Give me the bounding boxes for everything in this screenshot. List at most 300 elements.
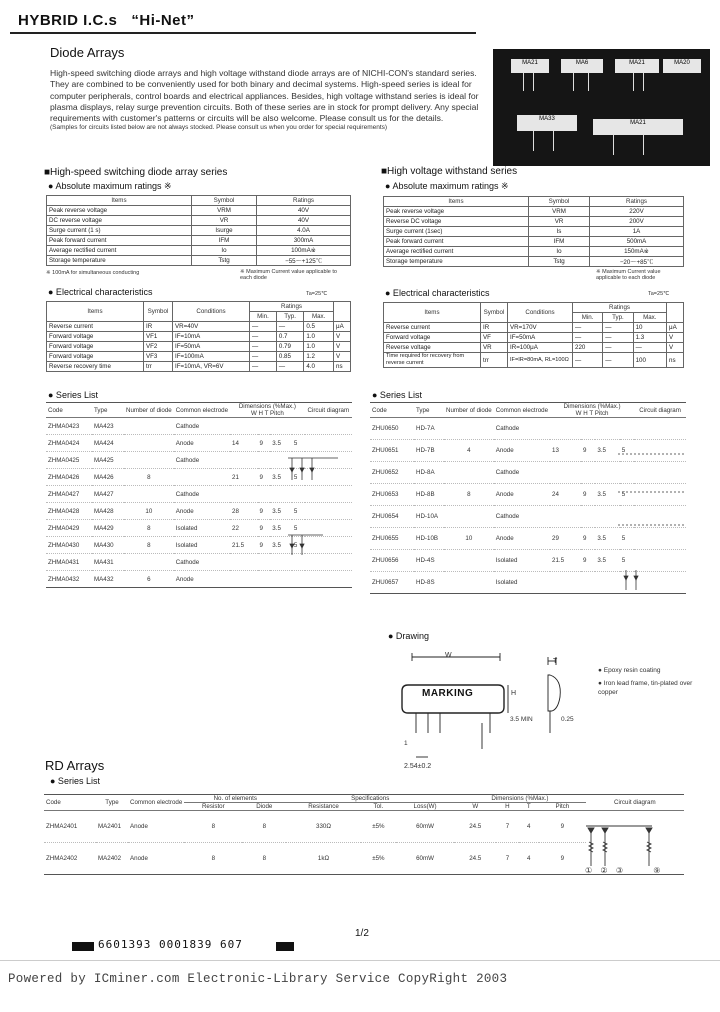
cell: HD-7A	[414, 418, 444, 440]
cell: Isurge	[192, 226, 257, 236]
cell	[258, 452, 271, 469]
table-row	[384, 207, 684, 217]
cell: 4	[444, 440, 494, 462]
cell: HD-8B	[414, 484, 444, 506]
cell: 24.5	[454, 811, 496, 843]
rd-head: Dimensions (%Max.)	[454, 795, 586, 803]
cell: —	[603, 343, 633, 353]
cell: 5	[292, 520, 305, 537]
cell	[124, 435, 174, 452]
cell: 9	[258, 469, 271, 486]
rd-head: W	[454, 803, 496, 811]
cell: Anode	[494, 528, 550, 550]
cell: HD-4S	[414, 550, 444, 572]
hs-elec-head: Ratings	[250, 302, 334, 312]
cell: 0.79	[276, 342, 303, 352]
cell: −20～+85℃	[590, 257, 684, 267]
cell	[230, 554, 257, 571]
hv-elec-head: Ratings	[573, 303, 667, 313]
dim-len-label: 3.5 MIN	[510, 716, 533, 723]
cell: Isolated	[174, 537, 230, 554]
cell: ZHU0657	[370, 572, 414, 594]
cell: 8	[184, 811, 242, 843]
cell: VF	[481, 333, 508, 343]
cell: Cathode	[174, 418, 230, 435]
cell: 3.5	[595, 528, 619, 550]
cell	[230, 452, 257, 469]
cell: Reverse voltage	[384, 343, 481, 353]
table-row	[384, 217, 684, 227]
cell: IFM	[192, 236, 257, 246]
cell: 0.7	[276, 332, 303, 342]
hv-elec-table	[383, 302, 684, 368]
table-row	[47, 216, 351, 226]
cell: 300mA	[257, 236, 351, 246]
cell: Tstg	[529, 257, 590, 267]
cell: Cathode	[174, 486, 230, 503]
cell: ZHMA0431	[46, 554, 92, 571]
cell: MA431	[92, 554, 124, 571]
cell: μA	[667, 323, 684, 333]
cell: ZHMA0423	[46, 418, 92, 435]
cell	[258, 418, 271, 435]
cell: ZHMA0427	[46, 486, 92, 503]
cell: VF1	[144, 332, 173, 342]
product-photo	[493, 49, 710, 166]
cell	[444, 418, 494, 440]
cell: MA432	[92, 571, 124, 588]
table-row	[47, 226, 351, 236]
cell: Anode	[174, 571, 230, 588]
drawing-legend-1: ● Epoxy resin coating	[598, 667, 661, 674]
cell: 6	[124, 571, 174, 588]
footer-rule	[0, 960, 720, 961]
cell: 3.5	[270, 435, 292, 452]
cell	[270, 571, 292, 588]
cell: —	[633, 343, 666, 353]
cell: MA430	[92, 537, 124, 554]
rd-head: Resistance	[286, 803, 361, 811]
cell	[230, 486, 257, 503]
cell: 8	[242, 843, 286, 875]
cell: HD-10A	[414, 506, 444, 528]
intro-paragraph	[50, 68, 482, 132]
package-drawing	[390, 645, 590, 765]
cell: 9	[581, 528, 595, 550]
cell: μA	[334, 322, 351, 332]
cell: 1kΩ	[286, 843, 361, 875]
table-row	[47, 342, 351, 352]
rd-head: Resistor	[184, 803, 242, 811]
cell: ZHMA0424	[46, 435, 92, 452]
header-rule	[10, 32, 476, 34]
cell: Peak forward current	[384, 237, 529, 247]
hv-elec-head: Max.	[633, 313, 666, 323]
cell: IR	[481, 323, 508, 333]
cell: MA428	[92, 503, 124, 520]
cell: 8	[124, 520, 174, 537]
cell: IF=10mA	[173, 332, 250, 342]
cell: DC reverse voltage	[47, 216, 192, 226]
cell	[258, 554, 271, 571]
rd-head: No. of elements	[184, 795, 286, 803]
cell: IF=100mA	[173, 352, 250, 362]
cell: 3.5	[595, 440, 619, 462]
cell: IF=50mA	[173, 342, 250, 352]
cell: MA425	[92, 452, 124, 469]
cell: —	[250, 352, 277, 362]
cell: ZHMA0429	[46, 520, 92, 537]
dim-t-label: T	[553, 658, 558, 665]
rd-head: Code	[44, 795, 96, 811]
cell: 200V	[590, 217, 684, 227]
hs-series-head: W	[250, 410, 257, 417]
table-row	[384, 323, 684, 333]
cell: 9	[539, 843, 586, 875]
cell	[270, 418, 292, 435]
cell: IF=50mA	[508, 333, 573, 343]
hv-series-head: Pitch	[594, 410, 609, 417]
cell: Anode	[494, 484, 550, 506]
cell	[174, 469, 230, 486]
cell: 5	[620, 440, 634, 462]
cell: Peak reverse voltage	[47, 206, 192, 216]
intro-text: High-speed switching diode arrays and high voltage withstand diode arrays are of NICHI-CON's standard series. They are combined to be conveniently used for both binary and decimal systems. High-speed series is ideal for computer peripherals, control boards and electrical appliances. Besides, high voltage withstand series is ideal for plasma displays, relay surge prevention circuits. Both of these series are in stock for prompt delivery. Any special requirements with customer's patterns or circuits will be also welcome. Please consult us for the details.	[50, 68, 479, 124]
cell: Peak reverse voltage	[384, 207, 529, 217]
cell: 21.5	[230, 537, 257, 554]
cell: 220V	[590, 207, 684, 217]
cell: Forward voltage	[47, 332, 144, 342]
hv-series-dim-head	[550, 403, 634, 418]
cell: VR	[192, 216, 257, 226]
hv-abs-head: Items	[384, 197, 529, 207]
rd-head: Specifications	[286, 795, 454, 803]
cell: Anode	[174, 435, 230, 452]
hs-abs-title: ● Absolute maximum ratings ※	[48, 181, 172, 191]
cell: 13	[550, 440, 581, 462]
cell: 60mW	[396, 843, 454, 875]
cell: HD-8A	[414, 462, 444, 484]
rd-head: Pitch	[539, 803, 586, 811]
cell: —	[573, 353, 603, 368]
drawing-legend-2: ● Iron lead frame, tin-plated over copper	[598, 680, 693, 696]
photo-chip: MA20	[663, 59, 701, 73]
cell: HD-8S	[414, 572, 444, 594]
table-row	[384, 353, 684, 368]
hs-elec-head: Max.	[304, 312, 334, 322]
cell: Anode	[174, 503, 230, 520]
cell: V	[334, 342, 351, 352]
hs-ta: Ta=25℃	[306, 291, 328, 297]
cell: Cathode	[174, 554, 230, 571]
cell: 330Ω	[286, 811, 361, 843]
cell: ns	[667, 353, 684, 368]
cell: 9	[581, 440, 595, 462]
rd-head: Type	[96, 795, 128, 811]
hs-circuit-diagram	[278, 440, 348, 570]
photo-chip: MA33	[517, 115, 577, 131]
cell: IF=10mA, VR=6V	[173, 362, 250, 372]
cell: VRM	[529, 207, 590, 217]
hs-series-head: T	[264, 410, 269, 417]
cell: MA424	[92, 435, 124, 452]
cell: —	[603, 323, 633, 333]
pin-label: ③	[615, 866, 626, 875]
hv-circuit-diagram	[608, 430, 688, 600]
cell: 14	[230, 435, 257, 452]
rd-head: T	[519, 803, 539, 811]
cell: 5	[292, 537, 305, 554]
cell: Storage temperature	[47, 256, 192, 266]
hv-elec-head	[667, 303, 684, 323]
cell: HD-7B	[414, 440, 444, 462]
cell: 9	[581, 550, 595, 572]
rd-circuit-pins	[585, 866, 663, 875]
cell: 5	[292, 435, 305, 452]
cell: ZHU0655	[370, 528, 414, 550]
cell: MA2402	[96, 843, 128, 875]
hs-series-dim-head	[230, 403, 305, 418]
cell: ZHU0654	[370, 506, 414, 528]
table-row	[384, 257, 684, 267]
table-row	[47, 332, 351, 342]
cell	[444, 462, 494, 484]
rd-head: Loss(W)	[396, 803, 454, 811]
cell: MA426	[92, 469, 124, 486]
cell	[444, 506, 494, 528]
hs-elec-head: Min.	[250, 312, 277, 322]
hs-series-head: Pitch	[270, 410, 284, 417]
hs-elec-head: Typ.	[276, 312, 303, 322]
cell: —	[250, 362, 277, 372]
cell: Io	[192, 246, 257, 256]
cell: 3.5	[270, 503, 292, 520]
cell: 4.0A	[257, 226, 351, 236]
cell: Cathode	[174, 452, 230, 469]
header-title: HYBRID I.C.s	[18, 12, 118, 29]
cell: 40V	[257, 206, 351, 216]
cell	[550, 572, 581, 594]
cell	[550, 506, 581, 528]
cell: IR=100μA	[508, 343, 573, 353]
hs-abs-note-right: ※ Maximum Current value applicable to each diode	[240, 269, 337, 281]
cell: 9	[258, 435, 271, 452]
cell	[444, 550, 494, 572]
cell: 3.5	[270, 469, 292, 486]
cell	[581, 462, 595, 484]
cell: VR	[529, 217, 590, 227]
hs-abs-head: Symbol	[192, 196, 257, 206]
cell: —	[250, 342, 277, 352]
cell	[124, 486, 174, 503]
hs-series-title: ● Series List	[48, 390, 98, 400]
cell: 1.2	[304, 352, 334, 362]
table-row	[46, 571, 352, 588]
cell: ±5%	[361, 843, 396, 875]
cell: ns	[334, 362, 351, 372]
cell: Storage temperature	[384, 257, 529, 267]
hs-series-head: Code	[46, 403, 92, 418]
cell: V	[667, 343, 684, 353]
photo-chip: MA21	[593, 119, 683, 135]
cell	[230, 418, 257, 435]
cell: ZHMA2402	[44, 843, 96, 875]
cell: ZHMA0432	[46, 571, 92, 588]
cell	[444, 572, 494, 594]
cell	[581, 506, 595, 528]
cell	[292, 418, 305, 435]
hv-series-head: H	[583, 410, 588, 417]
page-header	[18, 12, 195, 29]
cell: Forward voltage	[47, 342, 144, 352]
cell: Isolated	[494, 572, 550, 594]
cell: MA423	[92, 418, 124, 435]
cell: Anode	[494, 440, 550, 462]
cell: VR=170V	[508, 323, 573, 333]
cell	[124, 418, 174, 435]
cell: V	[334, 352, 351, 362]
cell: 7	[496, 811, 518, 843]
cell: IF=IR=80mA, RL=100Ω	[508, 353, 573, 368]
cell: 10	[444, 528, 494, 550]
cell: 4	[519, 843, 539, 875]
cell: 3.5	[595, 484, 619, 506]
cell: 4.0	[304, 362, 334, 372]
hv-elec-head: Typ.	[603, 313, 633, 323]
dim-lead-label: 0.25	[561, 716, 574, 723]
hv-series-head: W	[575, 410, 582, 417]
rd-title: RD Arrays	[45, 758, 105, 773]
rd-head: Tol.	[361, 803, 396, 811]
cell	[581, 572, 595, 594]
cell: —	[573, 323, 603, 333]
hv-elec-head: Min.	[573, 313, 603, 323]
intro-note: (Samples for circuits listed below are not always stocked. Please consult us when you order for special requirements)	[50, 124, 388, 132]
cell	[124, 554, 174, 571]
cell: 8	[242, 811, 286, 843]
cell: 40V	[257, 216, 351, 226]
dim-pitch-label: 2.54±0.2	[404, 763, 432, 770]
cell: VF3	[144, 352, 173, 362]
cell	[258, 486, 271, 503]
cell: Time required for recovery from reverse current	[384, 353, 481, 368]
hv-elec-head: Symbol	[481, 303, 508, 323]
hs-abs-table	[46, 195, 351, 266]
hv-series-head: Circuit diagram	[634, 403, 686, 418]
table-row	[384, 343, 684, 353]
table-row	[384, 227, 684, 237]
cell	[124, 452, 174, 469]
cell	[550, 462, 581, 484]
cell: Forward voltage	[384, 333, 481, 343]
cell: ZHMA2401	[44, 811, 96, 843]
cell: ZHU0650	[370, 418, 414, 440]
cell: 10	[633, 323, 666, 333]
pin-label: ⑨	[653, 866, 664, 875]
cell: 9	[258, 503, 271, 520]
cell: V	[667, 333, 684, 343]
cell: V	[334, 332, 351, 342]
hs-abs-head: Items	[47, 196, 192, 206]
cell: 21	[230, 469, 257, 486]
cell: Reverse current	[47, 322, 144, 332]
cell: 100mA※	[257, 246, 351, 256]
dim-h-label: H	[511, 690, 517, 697]
hv-title: ■High voltage withstand series	[381, 166, 518, 177]
cell: MA429	[92, 520, 124, 537]
cell: ZHMA0426	[46, 469, 92, 486]
cell: 8	[124, 469, 174, 486]
hs-series-head: Dimensions (%Max.)	[238, 403, 296, 410]
hv-abs-head: Ratings	[590, 197, 684, 207]
cell: VRM	[192, 206, 257, 216]
cell: 24	[550, 484, 581, 506]
cell: Anode	[128, 843, 184, 875]
cell: —	[603, 353, 633, 368]
pin-label: ①	[585, 866, 596, 875]
cell: VR	[481, 343, 508, 353]
cell: Isolated	[174, 520, 230, 537]
cell: 7	[496, 843, 518, 875]
cell: Surge current (1sec)	[384, 227, 529, 237]
cell: Average rectified current	[384, 247, 529, 257]
cell: 5	[620, 528, 634, 550]
cell: 9	[258, 537, 271, 554]
cell: 1.0	[304, 342, 334, 352]
cell: 1A	[590, 227, 684, 237]
cell: MA427	[92, 486, 124, 503]
hs-series-head: Circuit diagram	[305, 403, 352, 418]
cell: ZHMA0425	[46, 452, 92, 469]
table-row	[46, 418, 352, 435]
hs-elec-title: ● Electrical characteristics	[48, 287, 153, 297]
rd-head: H	[496, 803, 518, 811]
table-row	[384, 247, 684, 257]
cell	[292, 571, 305, 588]
rd-head: Circuit diagram	[586, 795, 684, 811]
hs-title: ■High-speed switching diode array series	[44, 167, 228, 178]
cell: Forward voltage	[47, 352, 144, 362]
table-row	[47, 362, 351, 372]
table-row	[47, 256, 351, 266]
hs-series-head: Number of diode	[124, 403, 174, 418]
table-row	[47, 206, 351, 216]
cell: 0.5	[304, 322, 334, 332]
cell: 8	[124, 537, 174, 554]
cell: —	[573, 333, 603, 343]
cell: HD-10B	[414, 528, 444, 550]
cell: 22	[230, 520, 257, 537]
cell: ZHU0656	[370, 550, 414, 572]
cell: —	[250, 322, 277, 332]
cell: —	[276, 362, 303, 372]
hs-elec-head: Symbol	[144, 302, 173, 322]
barcode-block-right	[276, 942, 294, 951]
hv-elec-head: Items	[384, 303, 481, 323]
table-row	[47, 246, 351, 256]
cell: 3.5	[270, 537, 292, 554]
cell: 1.3	[633, 333, 666, 343]
cell: —	[603, 333, 633, 343]
hv-series-head: Common electrode	[494, 403, 550, 418]
cell: VR=40V	[173, 322, 250, 332]
hs-elec-head: Conditions	[173, 302, 250, 322]
cell: IR	[144, 322, 173, 332]
cell: 3.5	[595, 550, 619, 572]
hv-series-title: ● Series List	[372, 390, 422, 400]
footer-text: Powered by ICminer.com Electronic-Library Service CopyRight 2003	[8, 972, 508, 986]
cell: 28	[230, 503, 257, 520]
